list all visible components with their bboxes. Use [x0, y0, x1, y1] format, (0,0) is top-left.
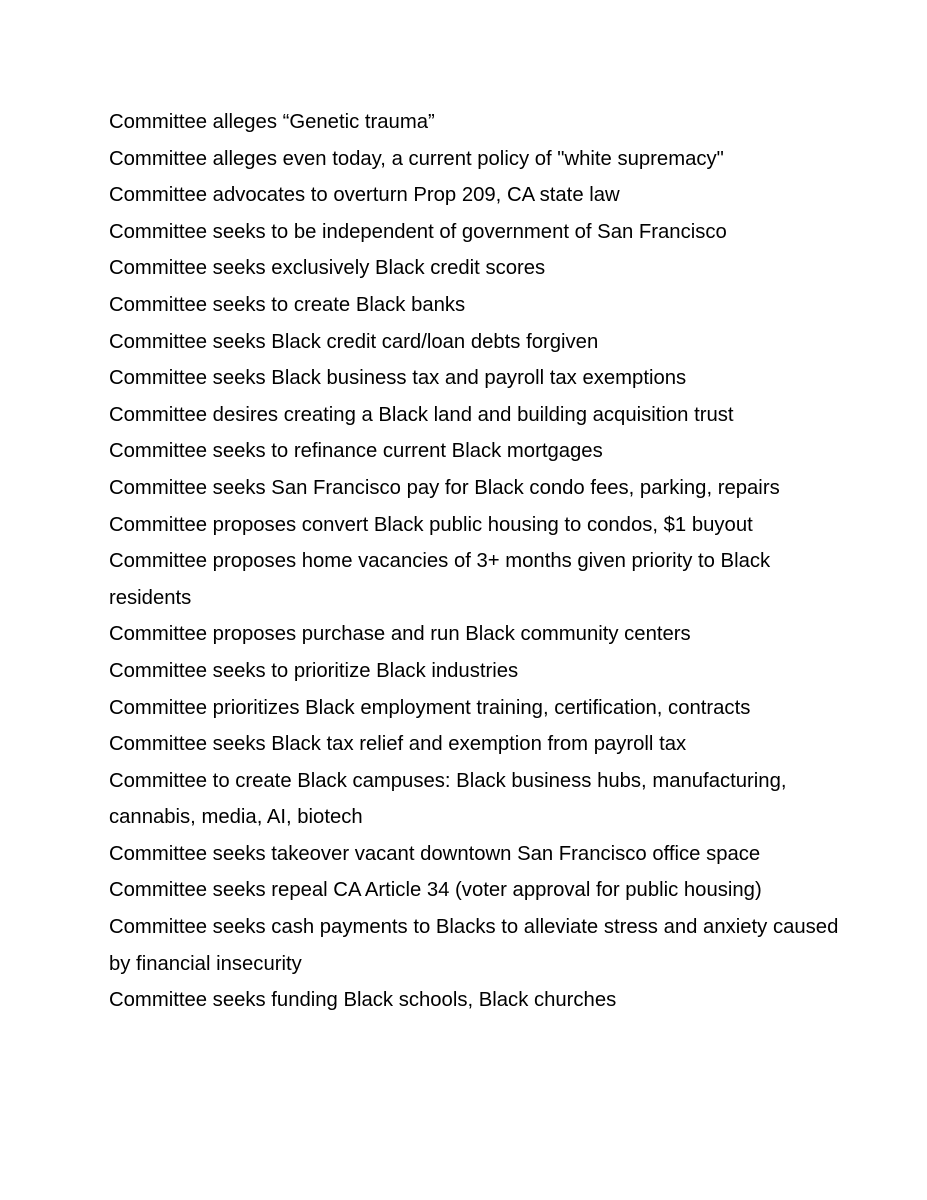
list-item: Committee seeks San Francisco pay for Black condo fees, parking, repairs	[109, 476, 780, 499]
list-item: Committee seeks Black credit card/loan debts forgiven	[109, 330, 599, 353]
list-item: Committee seeks Black tax relief and exemption from payroll tax	[109, 733, 687, 756]
list-item: Committee seeks to prioritize Black industries	[109, 659, 519, 682]
list-item: Committee desires creating a Black land and building acquisition trust	[109, 403, 734, 426]
list-item: Committee proposes convert Black public housing to condos, $1 buyout	[109, 513, 753, 536]
list-item: Committee proposes purchase and run Black community centers	[109, 623, 691, 646]
list-item: Committee seeks cash payments to Blacks to alleviate stress and anxiety caused by financial insecurity	[109, 916, 839, 975]
committee-items-list	[109, 104, 849, 1019]
list-item: Committee alleges “Genetic trauma”	[109, 111, 435, 133]
list-item: Committee prioritizes Black employment training, certification, contracts	[109, 696, 751, 719]
list-item: Committee seeks to refinance current Black mortgages	[109, 440, 603, 463]
list-item: Committee alleges even today, a current policy of "white supremacy"	[109, 147, 724, 170]
list-item: Committee seeks repeal CA Article 34 (voter approval for public housing)	[109, 879, 762, 902]
list-item: Committee seeks funding Black schools, Black churches	[109, 989, 617, 1012]
list-item: Committee seeks exclusively Black credit scores	[109, 257, 546, 280]
list-item: Committee seeks to create Black banks	[109, 293, 466, 316]
list-item: Committee proposes home vacancies of 3+ months given priority to Black residents	[109, 550, 771, 609]
list-item: Committee seeks Black business tax and payroll tax exemptions	[109, 367, 687, 390]
list-item: Committee seeks takeover vacant downtown San Francisco office space	[109, 842, 761, 865]
list-item: Committee to create Black campuses: Black business hubs, manufacturing, cannabis, media, AI, biotech	[109, 769, 787, 829]
list-item: Committee seeks to be independent of government of San Francisco	[109, 220, 727, 243]
list-item: Committee advocates to overturn Prop 209, CA state law	[109, 184, 620, 207]
